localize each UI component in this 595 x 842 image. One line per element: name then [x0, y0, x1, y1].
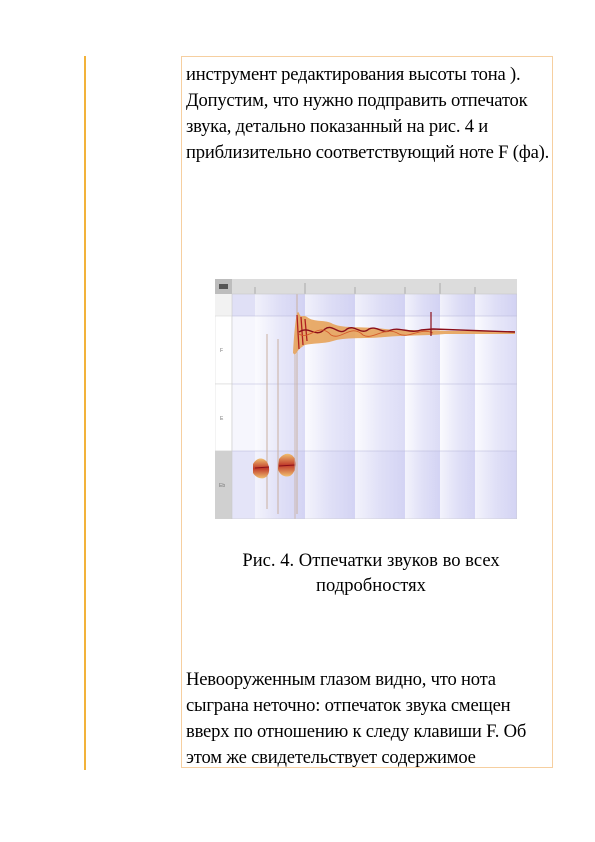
left-margin-rule — [84, 56, 86, 770]
piano-key-f[interactable] — [215, 316, 232, 384]
figure-caption — [186, 548, 556, 598]
figure-pitch-editor — [215, 279, 517, 519]
pitch-editor-screenshot — [215, 279, 517, 519]
caption-line-2: подробностях — [316, 575, 426, 596]
key-label-e: E — [220, 416, 224, 422]
key-label-f: F — [220, 348, 224, 354]
piano-key-e[interactable] — [215, 384, 232, 451]
caption-line-1: Рис. 4. Отпечатки звуков во всех — [242, 550, 500, 571]
timeline-ruler[interactable] — [215, 279, 517, 294]
paragraph-bottom: Невооруженным глазом видно, что нота сыграна неточно: отпечаток звука смещен вверх по отношению к следу клавиши F. Об этом же свидетельствует содержимое — [186, 669, 527, 768]
key-label-eb: Eb — [219, 483, 226, 489]
paragraph-top: инструмент редактирования высоты тона ). Допустим, что нужно подправить отпечаток звука, детально показанный на рис. 4 и приблизительно соответствующий ноте F (фа). — [186, 64, 550, 163]
corner-icon — [219, 284, 228, 289]
